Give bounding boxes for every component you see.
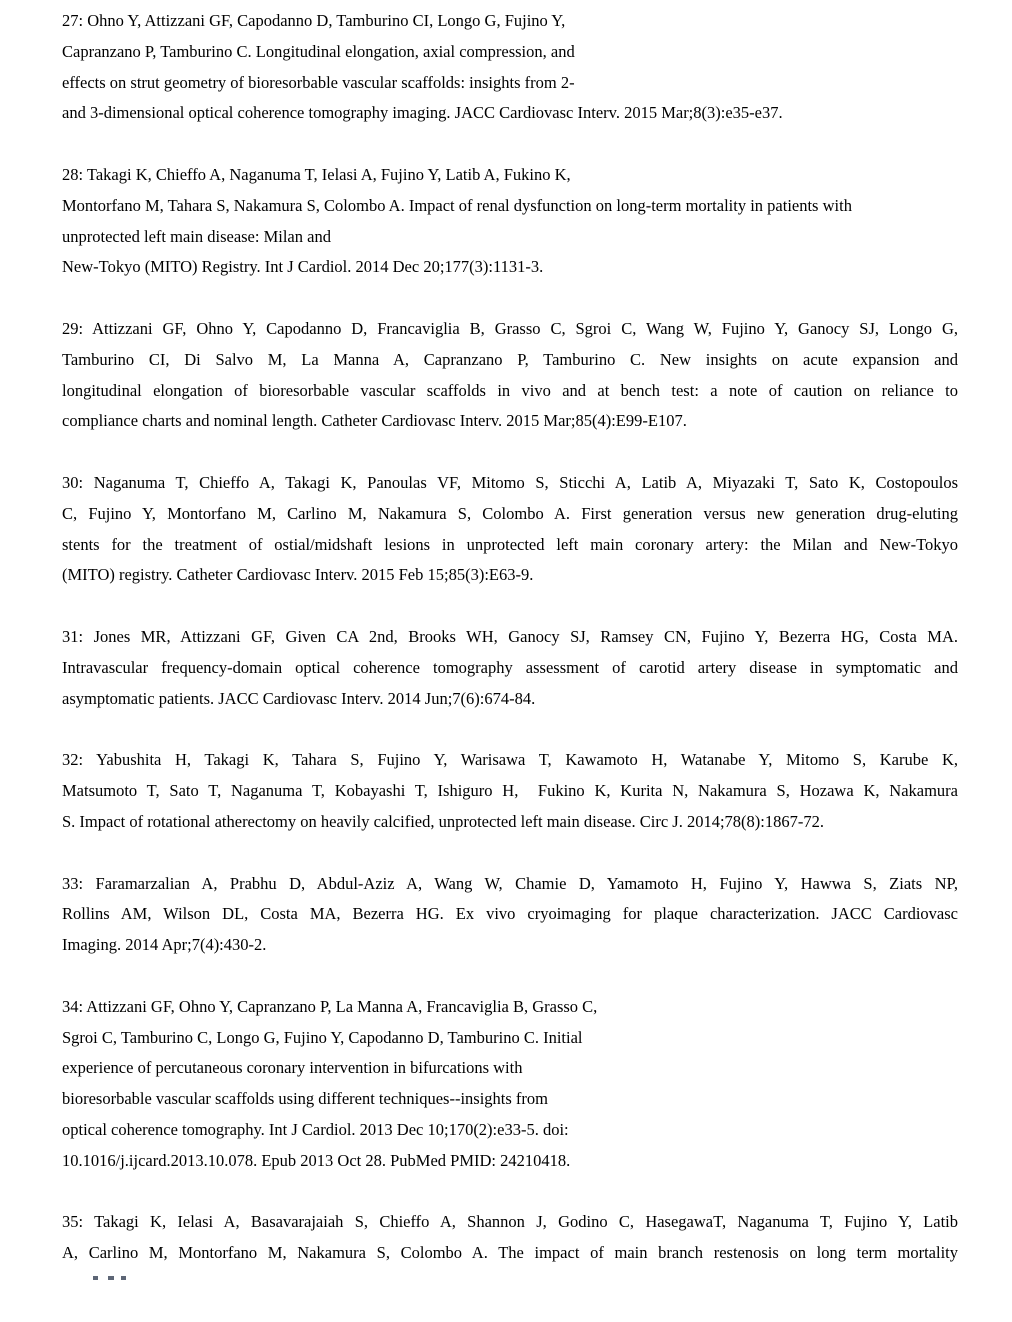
reference-line: asymptomatic patients. JACC Cardiovasc Interv. 2014 Jun;7(6):674-84.: [62, 688, 536, 708]
reference-line: Sgroi C, Tamburino C, Longo G, Fujino Y, Capodanno D, Tamburino C. Initial: [62, 1027, 583, 1047]
reference-line: bioresorbable vascular scaffolds using different techniques--insights from: [62, 1089, 549, 1108]
reference-line: longitudinal elongation of bioresorbable vascular scaffolds in vivo and at bench test: a note of caution on reliance to: [62, 380, 958, 400]
reference-line: 10.1016/j.ijcard.2013.10.078. Epub 2013 Oct 28. PubMed PMID: 24210418.: [62, 1150, 571, 1170]
reference-entry: [62, 992, 958, 1177]
reference-entry: [62, 745, 958, 837]
reference-line: unprotected left main disease: Milan and: [62, 226, 331, 246]
clipped-text-fragment: [108, 1276, 114, 1280]
reference-line: 34: Attizzani GF, Ohno Y, Capranzano P, La Manna A, Francaviglia B, Grasso C,: [62, 996, 598, 1016]
reference-entry: [62, 622, 958, 714]
reference-line: effects on strut geometry of bioresorbable vascular scaffolds: insights from 2-: [62, 72, 575, 92]
reference-line: Imaging. 2014 Apr;7(4):430-2.: [62, 935, 267, 954]
reference-entry: [62, 869, 958, 961]
reference-line: 35: Takagi K, Ielasi A, Basavarajaiah S, Chieffo A, Shannon J, Godino C, HasegawaT, Naganuma T, Fujino Y, Latib: [62, 1212, 958, 1232]
clipped-next-line: [0, 1276, 1012, 1282]
clipped-text-fragment: [93, 1276, 98, 1280]
reference-line: C, Fujino Y, Montorfano M, Carlino M, Nakamura S, Colombo A. First generation versus new generation drug-eluting: [62, 503, 958, 523]
reference-line: Tamburino CI, Di Salvo M, La Manna A, Capranzano P, Tamburino C. New insights on acute expansion and: [62, 349, 958, 369]
reference-line: 29: Attizzani GF, Ohno Y, Capodanno D, Francaviglia B, Grasso C, Sgroi C, Wang W, Fujino Y, Ganocy SJ, Longo G,: [62, 319, 958, 338]
reference-line: Intravascular frequency-domain optical coherence tomography assessment of carotid artery disease in symptomatic and: [62, 657, 958, 677]
reference-line: 30: Naganuma T, Chieffo A, Takagi K, Panoulas VF, Mitomo S, Sticchi A, Latib A, Miyazaki T, Sato K, Costopoulos: [62, 473, 958, 492]
reference-entry: [62, 314, 958, 437]
reference-entry: [62, 1207, 958, 1269]
reference-line: and 3-dimensional optical coherence tomography imaging. JACC Cardiovasc Interv. 2015 Mar;8(3):e35-e37.: [62, 103, 783, 123]
reference-line: 32: Yabushita H, Takagi K, Tahara S, Fujino Y, Warisawa T, Kawamoto H, Watanabe Y, Mitomo S, Karube K,: [62, 750, 958, 770]
reference-line: Capranzano P, Tamburino C. Longitudinal elongation, axial compression, and: [62, 41, 575, 61]
reference-line: compliance charts and nominal length. Catheter Cardiovasc Interv. 2015 Mar;85(4):E99-E107.: [62, 411, 687, 431]
reference-entry: [62, 468, 958, 591]
reference-line: New-Tokyo (MITO) Registry. Int J Cardiol. 2014 Dec 20;177(3):1131-3.: [62, 257, 544, 277]
reference-line: Matsumoto T, Sato T, Naganuma T, Kobayashi T, Ishiguro H, Fukino K, Kurita N, Nakamura S, Hozawa K, Nakamura: [62, 781, 958, 800]
reference-line: 28: Takagi K, Chieffo A, Naganuma T, Ielasi A, Fujino Y, Latib A, Fukino K,: [62, 165, 571, 184]
reference-line: 31: Jones MR, Attizzani GF, Given CA 2nd, Brooks WH, Ganocy SJ, Ramsey CN, Fujino Y, Bezerra HG, Costa MA.: [62, 627, 958, 646]
reference-line: A, Carlino M, Montorfano M, Nakamura S, Colombo A. The impact of main branch restenosis on long term mortality: [62, 1243, 958, 1262]
reference-line: Montorfano M, Tahara S, Nakamura S, Colombo A. Impact of renal dysfunction on long-term mortality in patients with: [62, 195, 852, 215]
reference-line: S. Impact of rotational atherectomy on heavily calcified, unprotected left main disease. Circ J. 2014;78(8):1867-72.: [62, 811, 824, 831]
reference-line: 27: Ohno Y, Attizzani GF, Capodanno D, Tamburino CI, Longo G, Fujino Y,: [62, 11, 566, 30]
reference-entry: [62, 6, 958, 129]
reference-line: (MITO) registry. Catheter Cardiovasc Interv. 2015 Feb 15;85(3):E63-9.: [62, 565, 534, 585]
reference-line: optical coherence tomography. Int J Cardiol. 2013 Dec 10;170(2):e33-5. doi:: [62, 1119, 569, 1139]
clipped-text-fragment: [121, 1276, 126, 1280]
reference-entry: [62, 160, 958, 283]
references-document: [62, 6, 958, 1269]
reference-line: stents for the treatment of ostial/midshaft lesions in unprotected left main coronary artery: the Milan and New-Tokyo: [62, 534, 958, 554]
reference-line: experience of percutaneous coronary intervention in bifurcations with: [62, 1058, 523, 1078]
reference-line: Rollins AM, Wilson DL, Costa MA, Bezerra HG. Ex vivo cryoimaging for plaque characterization. JACC Cardiovasc: [62, 904, 958, 924]
references-list: [62, 6, 958, 1269]
reference-line: 33: Faramarzalian A, Prabhu D, Abdul-Aziz A, Wang W, Chamie D, Yamamoto H, Fujino Y, Hawwa S, Ziats NP,: [62, 873, 958, 893]
